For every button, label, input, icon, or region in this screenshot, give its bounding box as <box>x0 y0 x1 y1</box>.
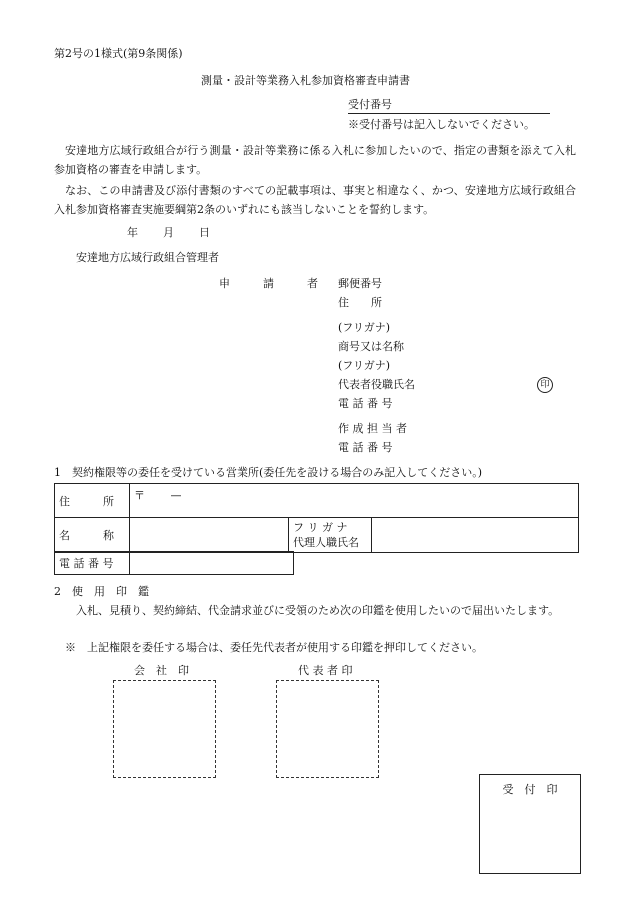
address-label: 住 所 <box>338 296 382 309</box>
postal-code-label: 郵便番号 <box>338 277 382 290</box>
form-number: 第2号の1様式(第9条関係) <box>54 47 183 60</box>
company-seal-box <box>113 680 216 778</box>
branch-phone-table <box>54 551 294 575</box>
applicant-heading: 申 請 者 <box>219 277 318 290</box>
application-paragraph: 安達地方広域行政組合が行う測量・設計等業務に係る入札に参加したいので、指定の書類を添えて入札参加資格の審査を申請します。 <box>54 144 576 176</box>
phone-label: 電 話 番 号 <box>338 397 393 410</box>
reception-seal-box <box>479 774 581 874</box>
seal-note: ※ 上記権限を委任する場合は、委任先代表者が使用する印鑑を押印してください。 <box>65 641 483 654</box>
reception-number-field <box>348 98 550 114</box>
furigana-label: フ リ ガ ナ <box>293 521 348 534</box>
representative-seal-label: 代 表 者 印 <box>298 664 353 677</box>
postal-dash: — <box>170 489 182 502</box>
branch-address-label-cell <box>55 484 130 518</box>
section2-heading: 2 使 用 印 鑑 <box>54 585 149 598</box>
reception-note: ※受付番号は記入しないでください。 <box>348 118 535 131</box>
postal-mark: 〒 <box>134 489 145 502</box>
date-year: 年 <box>127 226 138 239</box>
furigana-label-company: (フリガナ) <box>338 321 391 334</box>
seal-mark: 印 <box>537 377 553 393</box>
branch-office-table <box>54 483 579 553</box>
representative-seal-box <box>276 680 379 778</box>
agent-label-cell <box>289 518 372 553</box>
branch-phone-label-cell <box>55 552 130 575</box>
page-title: 測量・設計等業務入札参加資格審査申請書 <box>201 74 410 87</box>
branch-phone-label: 電 話 番 号 <box>59 557 114 570</box>
branch-name-label-cell <box>55 518 130 553</box>
pledge-paragraph: なお、この申請書及び添付書類のすべての記載事項は、事実と相違なく、かつ、安達地方広域行政組合入札参加資格審査実施要綱第2条のいずれにも該当しないことを誓約します。 <box>54 184 576 216</box>
date-day: 日 <box>199 226 210 239</box>
representative-label: 代表者役職氏名 <box>338 378 415 391</box>
section1-heading: 1 契約権限等の委任を受けている営業所(委任先を設ける場合のみ記入してください。) <box>54 466 483 479</box>
company-name-label: 商号又は名称 <box>338 340 404 353</box>
seal-usage-text: 入札、見積り、契約締結、代金請求並びに受領のため次の印鑑を使用したいので届出いたします。 <box>76 604 560 617</box>
branch-address-field[interactable] <box>130 484 579 518</box>
reception-seal-label: 受 付 印 <box>502 783 558 796</box>
preparer-label: 作 成 担 当 者 <box>338 422 407 435</box>
company-seal-label: 会 社 印 <box>134 664 189 677</box>
date-month: 月 <box>163 226 174 239</box>
reception-number-label: 受付番号 <box>348 98 392 111</box>
agent-name-field[interactable] <box>372 518 579 553</box>
branch-address-label: 住 所 <box>59 494 114 508</box>
branch-name-label: 名 称 <box>59 529 114 542</box>
branch-phone-field[interactable] <box>130 552 294 575</box>
branch-name-field[interactable] <box>130 518 289 553</box>
agent-name-label: 代理人職氏名 <box>293 536 359 549</box>
furigana-label-representative: (フリガナ) <box>338 359 391 372</box>
addressee: 安達地方広域行政組合管理者 <box>76 251 219 264</box>
preparer-phone-label: 電 話 番 号 <box>338 441 393 454</box>
